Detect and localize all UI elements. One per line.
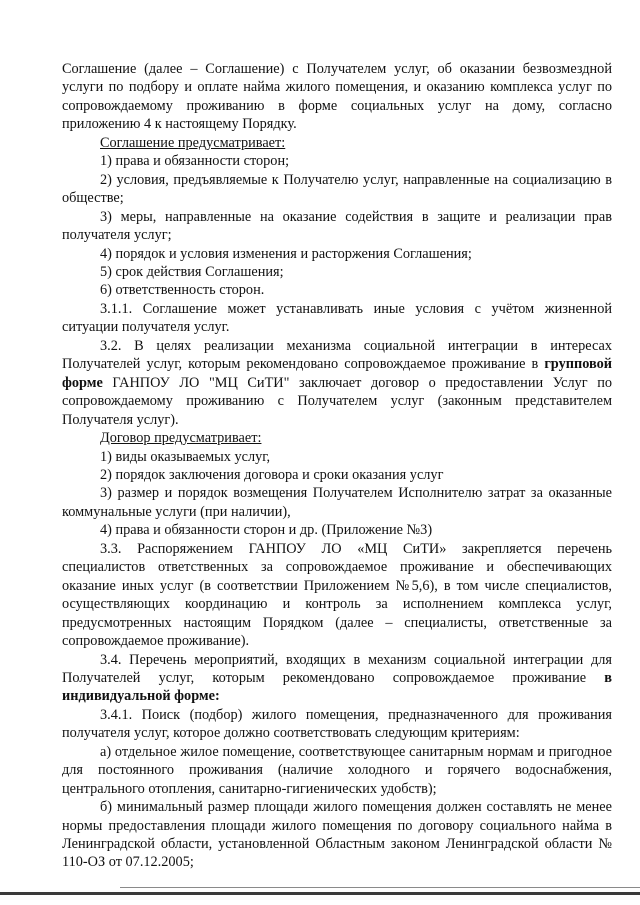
scan-bottom-edge: [0, 892, 640, 895]
scan-edge-line: [120, 887, 640, 888]
paragraph-3-4-1: 3.4.1. Поиск (подбор) жилого помещения, предназначенного для проживания получателя услуг, которое должно соответствовать следующим критериям:: [62, 706, 612, 742]
paragraph-3-1-1: 3.1.1. Соглашение может устанавливать иные условия с учётом жизненной ситуации получателя услуг.: [62, 300, 612, 336]
contract-heading: Договор предусматривает:: [100, 430, 262, 447]
agreement-item: 3) меры, направленные на оказание содействия в защите и реализации прав получателя услуг;: [62, 208, 612, 244]
contract-item: 4) права и обязанности сторон и др. (Приложение №3): [100, 522, 433, 539]
paragraph-agreement-intro: Соглашение (далее – Соглашение) с Получателем услуг, об оказании безвозмездной услуги по подбору и оплате найма жилого помещения, и оказанию комплекса услуг по сопровождаемому проживанию в форме социальных услуг на дому, согласно приложению 4 к настоящему Порядку.: [62, 61, 612, 133]
agreement-item: 6) ответственность сторон.: [100, 282, 265, 299]
paragraph-3-4: 3.4. Перечень мероприятий, входящих в механизм социальной интеграции для Получателей услуг, которым рекомендовано сопровождаемое проживание в индивидуальной форме:: [62, 651, 612, 705]
agreement-heading: Соглашение предусматривает:: [100, 134, 286, 151]
contract-item: 3) размер и порядок возмещения Получателем Исполнителю затрат за оказанные коммунальные услуги (при наличии),: [62, 485, 612, 520]
paragraph-3-2: 3.2. В целях реализации механизма социальной интеграции в интересах Получателей услуг, которым рекомендовано сопровождаемое проживание в групповой форме ГАНПОУ ЛО "МЦ СиТИ" заключает договор о предоставлении Услуг по сопровождаемому проживанию с Получателем услуг (законным представителем Получателя услуг).: [62, 337, 612, 428]
agreement-item: 1) права и обязанности сторон;: [100, 153, 290, 170]
criterion-item: б) минимальный размер площади жилого помещения должен составлять не менее нормы предоставления площади жилого помещения по договору социального найма в Ленинградской области, установленной Областным законом Ленинградской области № 110-ОЗ от 07.12.2005;: [62, 799, 612, 871]
contract-item: 2) порядок заключения договора и сроки оказания услуг: [100, 466, 444, 483]
criterion-item: а) отдельное жилое помещение, соответствующее санитарным нормам и пригодное для постоянного проживания (наличие холодного и горячего водоснабжения, центрального отопления, санитарно-гигиенических удобств);: [62, 743, 612, 797]
paragraph-3-3: 3.3. Распоряжением ГАНПОУ ЛО «МЦ СиТИ» закрепляется перечень специалистов ответственных за сопровождаемое проживание и обеспечивающих оказание иных услуг (в соответствии Приложением №5,6), в том числе специалистов, осуществляющих координацию и контроль за исполнением комплекса услуг, предусмотренных настоящим Порядком (далее – специалисты, ответственные за сопровождаемое проживание).: [62, 540, 612, 650]
agreement-item: 5) срок действия Соглашения;: [100, 263, 284, 280]
agreement-item: 4) порядок и условия изменения и расторжения Соглашения;: [100, 245, 472, 262]
agreement-item: 2) условия, предъявляемые к Получателю услуг, направленные на социализацию в обществе;: [62, 171, 612, 207]
document-body: [62, 60, 612, 872]
contract-item: 1) виды оказываемых услуг,: [100, 448, 271, 465]
